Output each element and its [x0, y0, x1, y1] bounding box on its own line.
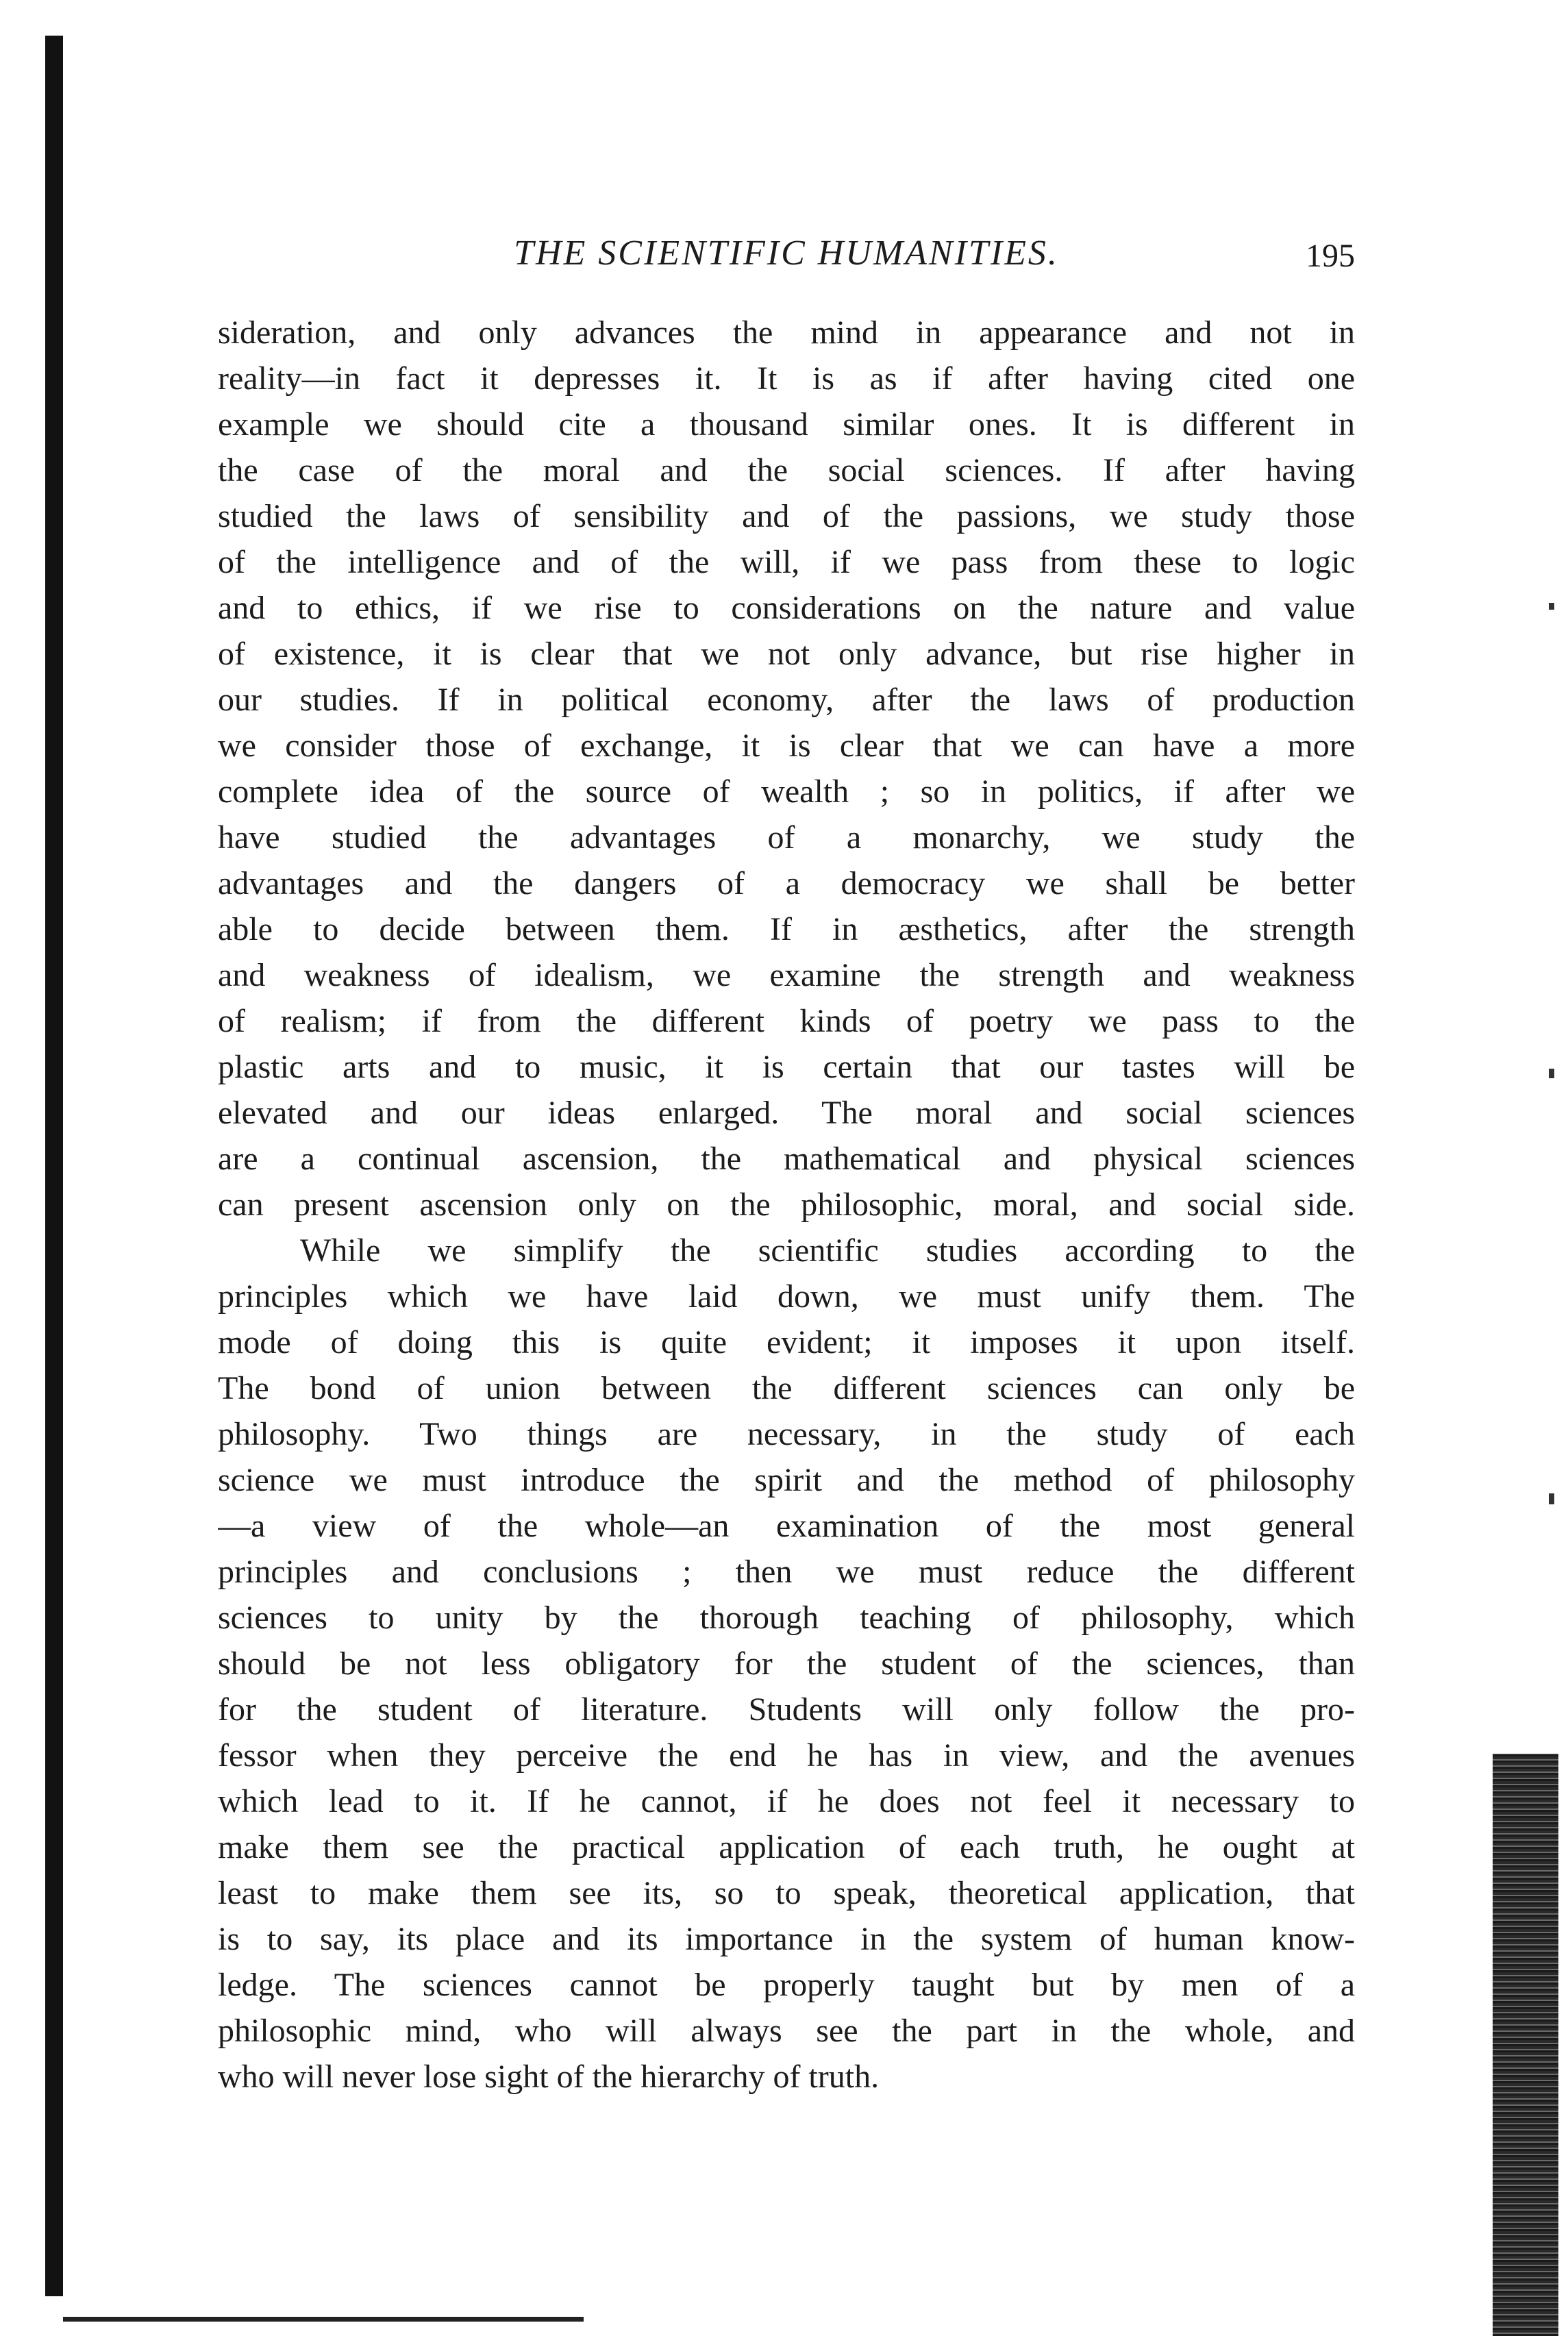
edge-mark — [1549, 603, 1554, 610]
text-line: reality—in fact it depresses it. It is as if after having cited one — [218, 360, 1355, 397]
text-line: ledge. The sciences cannot be properly taught but by men of a — [218, 1967, 1355, 2003]
text-line: philosophy. Two things are necessary, in the study of each — [218, 1416, 1355, 1452]
text-line: The bond of union between the different sciences can only be — [218, 1370, 1355, 1406]
text-line: plastic arts and to music, it is certain that our tastes will be — [218, 1049, 1355, 1085]
text-line: least to make them see its, so to speak, theoretical application, that — [218, 1875, 1355, 1911]
text-line: have studied the advantages of a monarchy, we study the — [218, 819, 1355, 856]
text-line: sideration, and only advances the mind in appearance and not in — [218, 314, 1355, 351]
bottom-rule — [63, 2317, 584, 2322]
text-line: complete idea of the source of wealth ; so in politics, if after we — [218, 773, 1355, 810]
binding-shadow — [45, 36, 63, 2296]
page-edge-scan-noise — [1493, 1754, 1558, 2336]
text-line: principles and conclusions ; then we must reduce the different — [218, 1554, 1355, 1590]
text-line: While we simplify the scientific studies according to the — [300, 1232, 1355, 1269]
text-line: able to decide between them. If in æsthetics, after the strength — [218, 911, 1355, 947]
text-line: is to say, its place and its importance in the system of human know- — [218, 1921, 1355, 1957]
text-line: example we should cite a thousand similar ones. It is different in — [218, 406, 1355, 443]
text-line: can present ascension only on the philosophic, moral, and social side. — [218, 1186, 1355, 1223]
text-line: of the intelligence and of the will, if we pass from these to logic — [218, 544, 1355, 580]
text-line: science we must introduce the spirit and the method of philosophy — [218, 1462, 1355, 1498]
text-line: advantages and the dangers of a democracy we shall be better — [218, 865, 1355, 902]
edge-mark — [1549, 1069, 1554, 1078]
text-line: —a view of the whole—an examination of the most general — [218, 1508, 1355, 1544]
text-line: make them see the practical application of each truth, he ought at — [218, 1829, 1355, 1865]
body-text — [218, 310, 1355, 2100]
text-line: of existence, it is clear that we not only advance, but rise higher in — [218, 636, 1355, 672]
text-line: principles which we have laid down, we must unify them. The — [218, 1278, 1355, 1315]
text-line: mode of doing this is quite evident; it imposes it upon itself. — [218, 1324, 1355, 1360]
text-line: studied the laws of sensibility and of the passions, we study those — [218, 498, 1355, 534]
text-line: should be not less obligatory for the student of the sciences, than — [218, 1645, 1355, 1682]
text-line: who will never lose sight of the hierarchy of truth. — [218, 2059, 880, 2095]
text-line: and to ethics, if we rise to considerations on the nature and value — [218, 590, 1355, 626]
text-line: our studies. If in political economy, after the laws of production — [218, 682, 1355, 718]
text-line: are a continual ascension, the mathematical and physical sciences — [218, 1141, 1355, 1177]
text-line: of realism; if from the different kinds of poetry we pass to the — [218, 1003, 1355, 1039]
text-line: we consider those of exchange, it is clear that we can have a more — [218, 728, 1355, 764]
running-title: THE SCIENTIFIC HUMANITIES. — [514, 234, 1059, 273]
page-number: 195 — [1306, 238, 1355, 274]
page-header — [218, 226, 1355, 288]
text-line: elevated and our ideas enlarged. The moral and social sciences — [218, 1095, 1355, 1131]
paragraph — [218, 310, 1355, 1228]
text-line: for the student of literature. Students will only follow the pro- — [218, 1691, 1355, 1728]
text-line: which lead to it. If he cannot, if he does not feel it necessary to — [218, 1783, 1355, 1819]
text-line: sciences to unity by the thorough teaching of philosophy, which — [218, 1600, 1355, 1636]
text-line: philosophic mind, who will always see the part in the whole, and — [218, 2013, 1355, 2049]
text-line: the case of the moral and the social sciences. If after having — [218, 452, 1355, 488]
text-line: fessor when they perceive the end he has in view, and the avenues — [218, 1737, 1355, 1774]
edge-mark — [1549, 1493, 1554, 1504]
paragraph — [218, 1228, 1355, 2100]
text-line: and weakness of idealism, we examine the strength and weakness — [218, 957, 1355, 993]
